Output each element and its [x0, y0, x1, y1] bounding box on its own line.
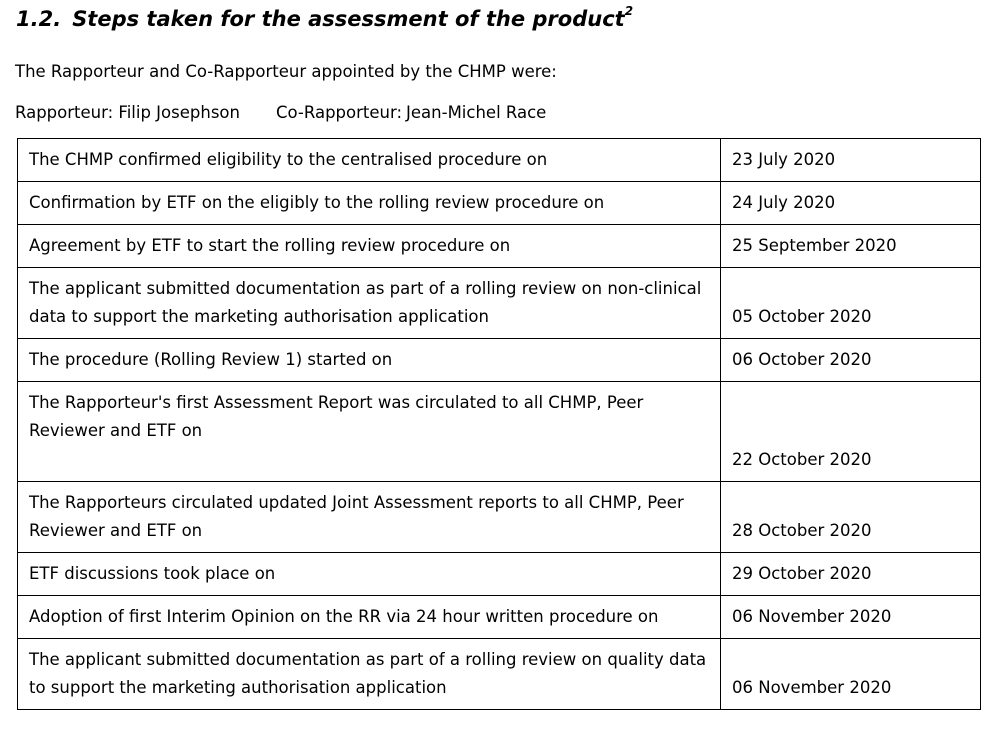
- step-description: The applicant submitted documentation as part of a rolling review on non-clinical data to support the marketing authorisation application: [18, 268, 721, 339]
- step-description: The applicant submitted documentation as part of a rolling review on quality data to support the marketing authorisation application: [18, 639, 721, 710]
- step-date: 06 November 2020: [721, 596, 981, 639]
- table-row: [18, 339, 981, 382]
- step-description: ETF discussions took place on: [18, 553, 721, 596]
- section-number: 1.2.: [16, 7, 62, 31]
- table-row: [18, 639, 981, 710]
- rapporteur-name: Filip Josephson: [118, 103, 240, 122]
- step-description: The procedure (Rolling Review 1) started on: [18, 339, 721, 382]
- step-date: 06 October 2020: [721, 339, 981, 382]
- step-description: Agreement by ETF to start the rolling review procedure on: [18, 225, 721, 268]
- step-date: 29 October 2020: [721, 553, 981, 596]
- rapporteur-line: [15, 101, 546, 125]
- co-rapporteur-name: Jean-Michel Race: [406, 103, 547, 122]
- step-description: Confirmation by ETF on the eligibly to the rolling review procedure on: [18, 182, 721, 225]
- intro-text: The Rapporteur and Co-Rapporteur appointed by the CHMP were:: [15, 62, 557, 81]
- table-row: [18, 382, 981, 482]
- step-date: 28 October 2020: [721, 482, 981, 553]
- step-date: 23 July 2020: [721, 139, 981, 182]
- step-description: The CHMP confirmed eligibility to the centralised procedure on: [18, 139, 721, 182]
- step-description: Adoption of first Interim Opinion on the RR via 24 hour written procedure on: [18, 596, 721, 639]
- footnote-ref[interactable]: 2: [624, 4, 634, 18]
- step-description: The Rapporteur's first Assessment Report was circulated to all CHMP, Peer Reviewer and ETF on: [18, 382, 721, 482]
- table-row: [18, 268, 981, 339]
- step-date: 22 October 2020: [721, 382, 981, 482]
- step-date: 06 November 2020: [721, 639, 981, 710]
- step-date: 24 July 2020: [721, 182, 981, 225]
- table-row: [18, 482, 981, 553]
- table-row: [18, 553, 981, 596]
- step-description: The Rapporteurs circulated updated Joint Assessment reports to all CHMP, Peer Reviewer and ETF on: [18, 482, 721, 553]
- steps-table: [17, 138, 981, 710]
- rapporteur-label: Rapporteur:: [15, 103, 114, 122]
- step-date: 25 September 2020: [721, 225, 981, 268]
- table-row: [18, 596, 981, 639]
- section-heading: [16, 4, 633, 34]
- table-row: [18, 182, 981, 225]
- table-row: [18, 225, 981, 268]
- co-rapporteur-label: Co-Rapporteur:: [275, 103, 403, 122]
- section-title: Steps taken for the assessment of the product: [72, 7, 625, 31]
- table-row: [18, 139, 981, 182]
- step-date: 05 October 2020: [721, 268, 981, 339]
